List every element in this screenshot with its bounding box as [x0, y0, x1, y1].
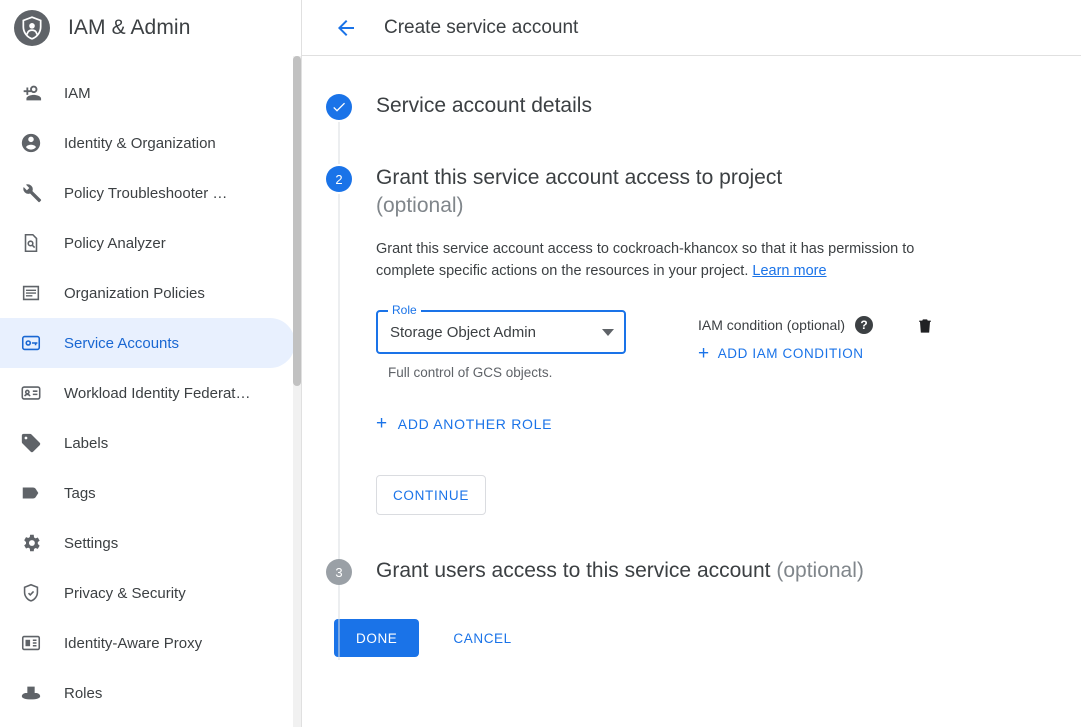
- role-row: [376, 303, 1041, 380]
- add-another-role-label: ADD ANOTHER ROLE: [397, 415, 553, 432]
- account-circle-icon: [20, 132, 42, 154]
- step-3-title-text: Grant users access to this service account: [376, 559, 771, 582]
- step-service-account-details[interactable]: [302, 92, 1081, 120]
- sidebar-scrollbar[interactable]: [293, 56, 301, 727]
- role-hint: Full control of GCS objects.: [388, 365, 553, 380]
- step-3-number: 3: [326, 559, 352, 585]
- sidebar-item-settings[interactable]: [0, 518, 295, 568]
- iam-condition-label-row: [698, 316, 873, 334]
- add-iam-condition-label: ADD IAM CONDITION: [717, 346, 864, 361]
- page-header: [302, 0, 1081, 56]
- sidebar-item-label: Service Accounts: [64, 334, 180, 352]
- sidebar-item-iam[interactable]: [0, 68, 295, 118]
- proxy-icon: [20, 632, 42, 654]
- step-2-number: 2: [326, 166, 352, 192]
- sidebar-item-service-accounts[interactable]: [0, 318, 295, 368]
- done-button[interactable]: DONE: [334, 619, 419, 657]
- add-another-role-button[interactable]: [376, 414, 552, 433]
- step-3-body: [376, 557, 1081, 585]
- wizard-content: [302, 56, 1081, 657]
- list-panel-icon: [20, 282, 42, 304]
- step-2-marker-col: [302, 164, 376, 192]
- badge-key-icon: [20, 332, 42, 354]
- trash-icon[interactable]: [915, 310, 935, 341]
- step-1-body: [376, 92, 1081, 120]
- step-2-title: [376, 164, 1041, 220]
- shield-icon: [20, 582, 42, 604]
- sidebar-list: [0, 68, 301, 718]
- sidebar-header: [0, 0, 301, 56]
- sidebar-item-label: Workload Identity Federat…: [64, 384, 251, 402]
- step-2-title-text: Grant this service account access to project: [376, 166, 783, 189]
- sidebar-item-label: Privacy & Security: [64, 584, 186, 602]
- sidebar-item-tags[interactable]: [0, 468, 295, 518]
- sidebar-item-label: IAM: [64, 84, 91, 102]
- sidebar-item-label: Identity-Aware Proxy: [64, 634, 203, 652]
- chevron-down-icon[interactable]: [602, 329, 614, 336]
- plus-icon: +: [698, 343, 710, 364]
- sidebar-item-label: Policy Analyzer: [64, 234, 166, 252]
- tags-icon: [20, 482, 42, 504]
- cancel-button[interactable]: CANCEL: [453, 630, 512, 646]
- sidebar-item-labels[interactable]: [0, 418, 295, 468]
- step-1-title: Service account details: [376, 94, 592, 117]
- sidebar: [0, 0, 302, 727]
- add-iam-condition-button[interactable]: [698, 344, 873, 363]
- plus-icon: +: [376, 413, 388, 434]
- iam-condition-label: IAM condition (optional): [698, 317, 846, 333]
- sidebar-item-identity-organization[interactable]: [0, 118, 295, 168]
- step-3-marker-col: [302, 557, 376, 585]
- id-card-icon: [20, 382, 42, 404]
- sidebar-item-label: Organization Policies: [64, 284, 205, 302]
- grant-description-text: Grant this service account access to cockroach-khancox so that it has permission to complete specific actions on the resources in your project.: [376, 241, 915, 279]
- continue-button[interactable]: CONTINUE: [376, 475, 486, 515]
- step-connector-line: [339, 122, 340, 164]
- help-icon[interactable]: ?: [855, 316, 873, 334]
- arrow-left-icon[interactable]: [334, 16, 358, 40]
- shield-person-icon: [14, 10, 50, 46]
- sidebar-scrollbar-thumb[interactable]: [293, 56, 301, 386]
- step-grant-users-access[interactable]: [302, 557, 1081, 585]
- step-grant-access: [302, 164, 1081, 515]
- person-add-icon: [20, 82, 42, 104]
- sidebar-item-label: Policy Troubleshooter …: [64, 184, 228, 202]
- step-connector-line: [339, 194, 340, 660]
- role-select[interactable]: [376, 303, 626, 354]
- iam-condition-block: [698, 310, 873, 363]
- wrench-icon: [20, 182, 42, 204]
- main-panel: [302, 0, 1081, 727]
- page-title: Create service account: [384, 16, 579, 38]
- step-3-title: [376, 557, 1041, 585]
- sidebar-item-policy-troubleshooter[interactable]: [0, 168, 295, 218]
- document-search-icon: [20, 232, 42, 254]
- sidebar-item-label: Roles: [64, 684, 103, 702]
- step-1-marker-col: [302, 92, 376, 120]
- sidebar-item-policy-analyzer[interactable]: [0, 218, 295, 268]
- role-legend-label: Role: [388, 303, 421, 317]
- sidebar-item-label: Labels: [64, 434, 109, 452]
- role-field-wrap: [376, 303, 626, 380]
- learn-more-link[interactable]: Learn more: [752, 263, 827, 279]
- sidebar-item-privacy-security[interactable]: [0, 568, 295, 618]
- sidebar-title: IAM & Admin: [68, 16, 191, 39]
- grant-description: [376, 238, 976, 282]
- sidebar-item-label: Tags: [64, 484, 96, 502]
- step-3-optional-text: (optional): [776, 559, 864, 582]
- sidebar-item-identity-aware-proxy[interactable]: [0, 618, 295, 668]
- step-2-optional-text: (optional): [376, 194, 464, 217]
- role-selected-value: Storage Object Admin: [390, 323, 536, 341]
- sidebar-item-workload-identity-federation[interactable]: [0, 368, 295, 418]
- sidebar-item-label: Settings: [64, 534, 119, 552]
- check-icon: [326, 94, 352, 120]
- sidebar-item-label: Identity & Organization: [64, 134, 216, 152]
- hat-icon: [20, 682, 42, 704]
- wizard-footer: [302, 619, 1081, 657]
- step-2-body: [376, 164, 1081, 515]
- sidebar-item-organization-policies[interactable]: [0, 268, 295, 318]
- tag-icon: [20, 432, 42, 454]
- gear-icon: [20, 532, 42, 554]
- sidebar-item-roles[interactable]: [0, 668, 295, 718]
